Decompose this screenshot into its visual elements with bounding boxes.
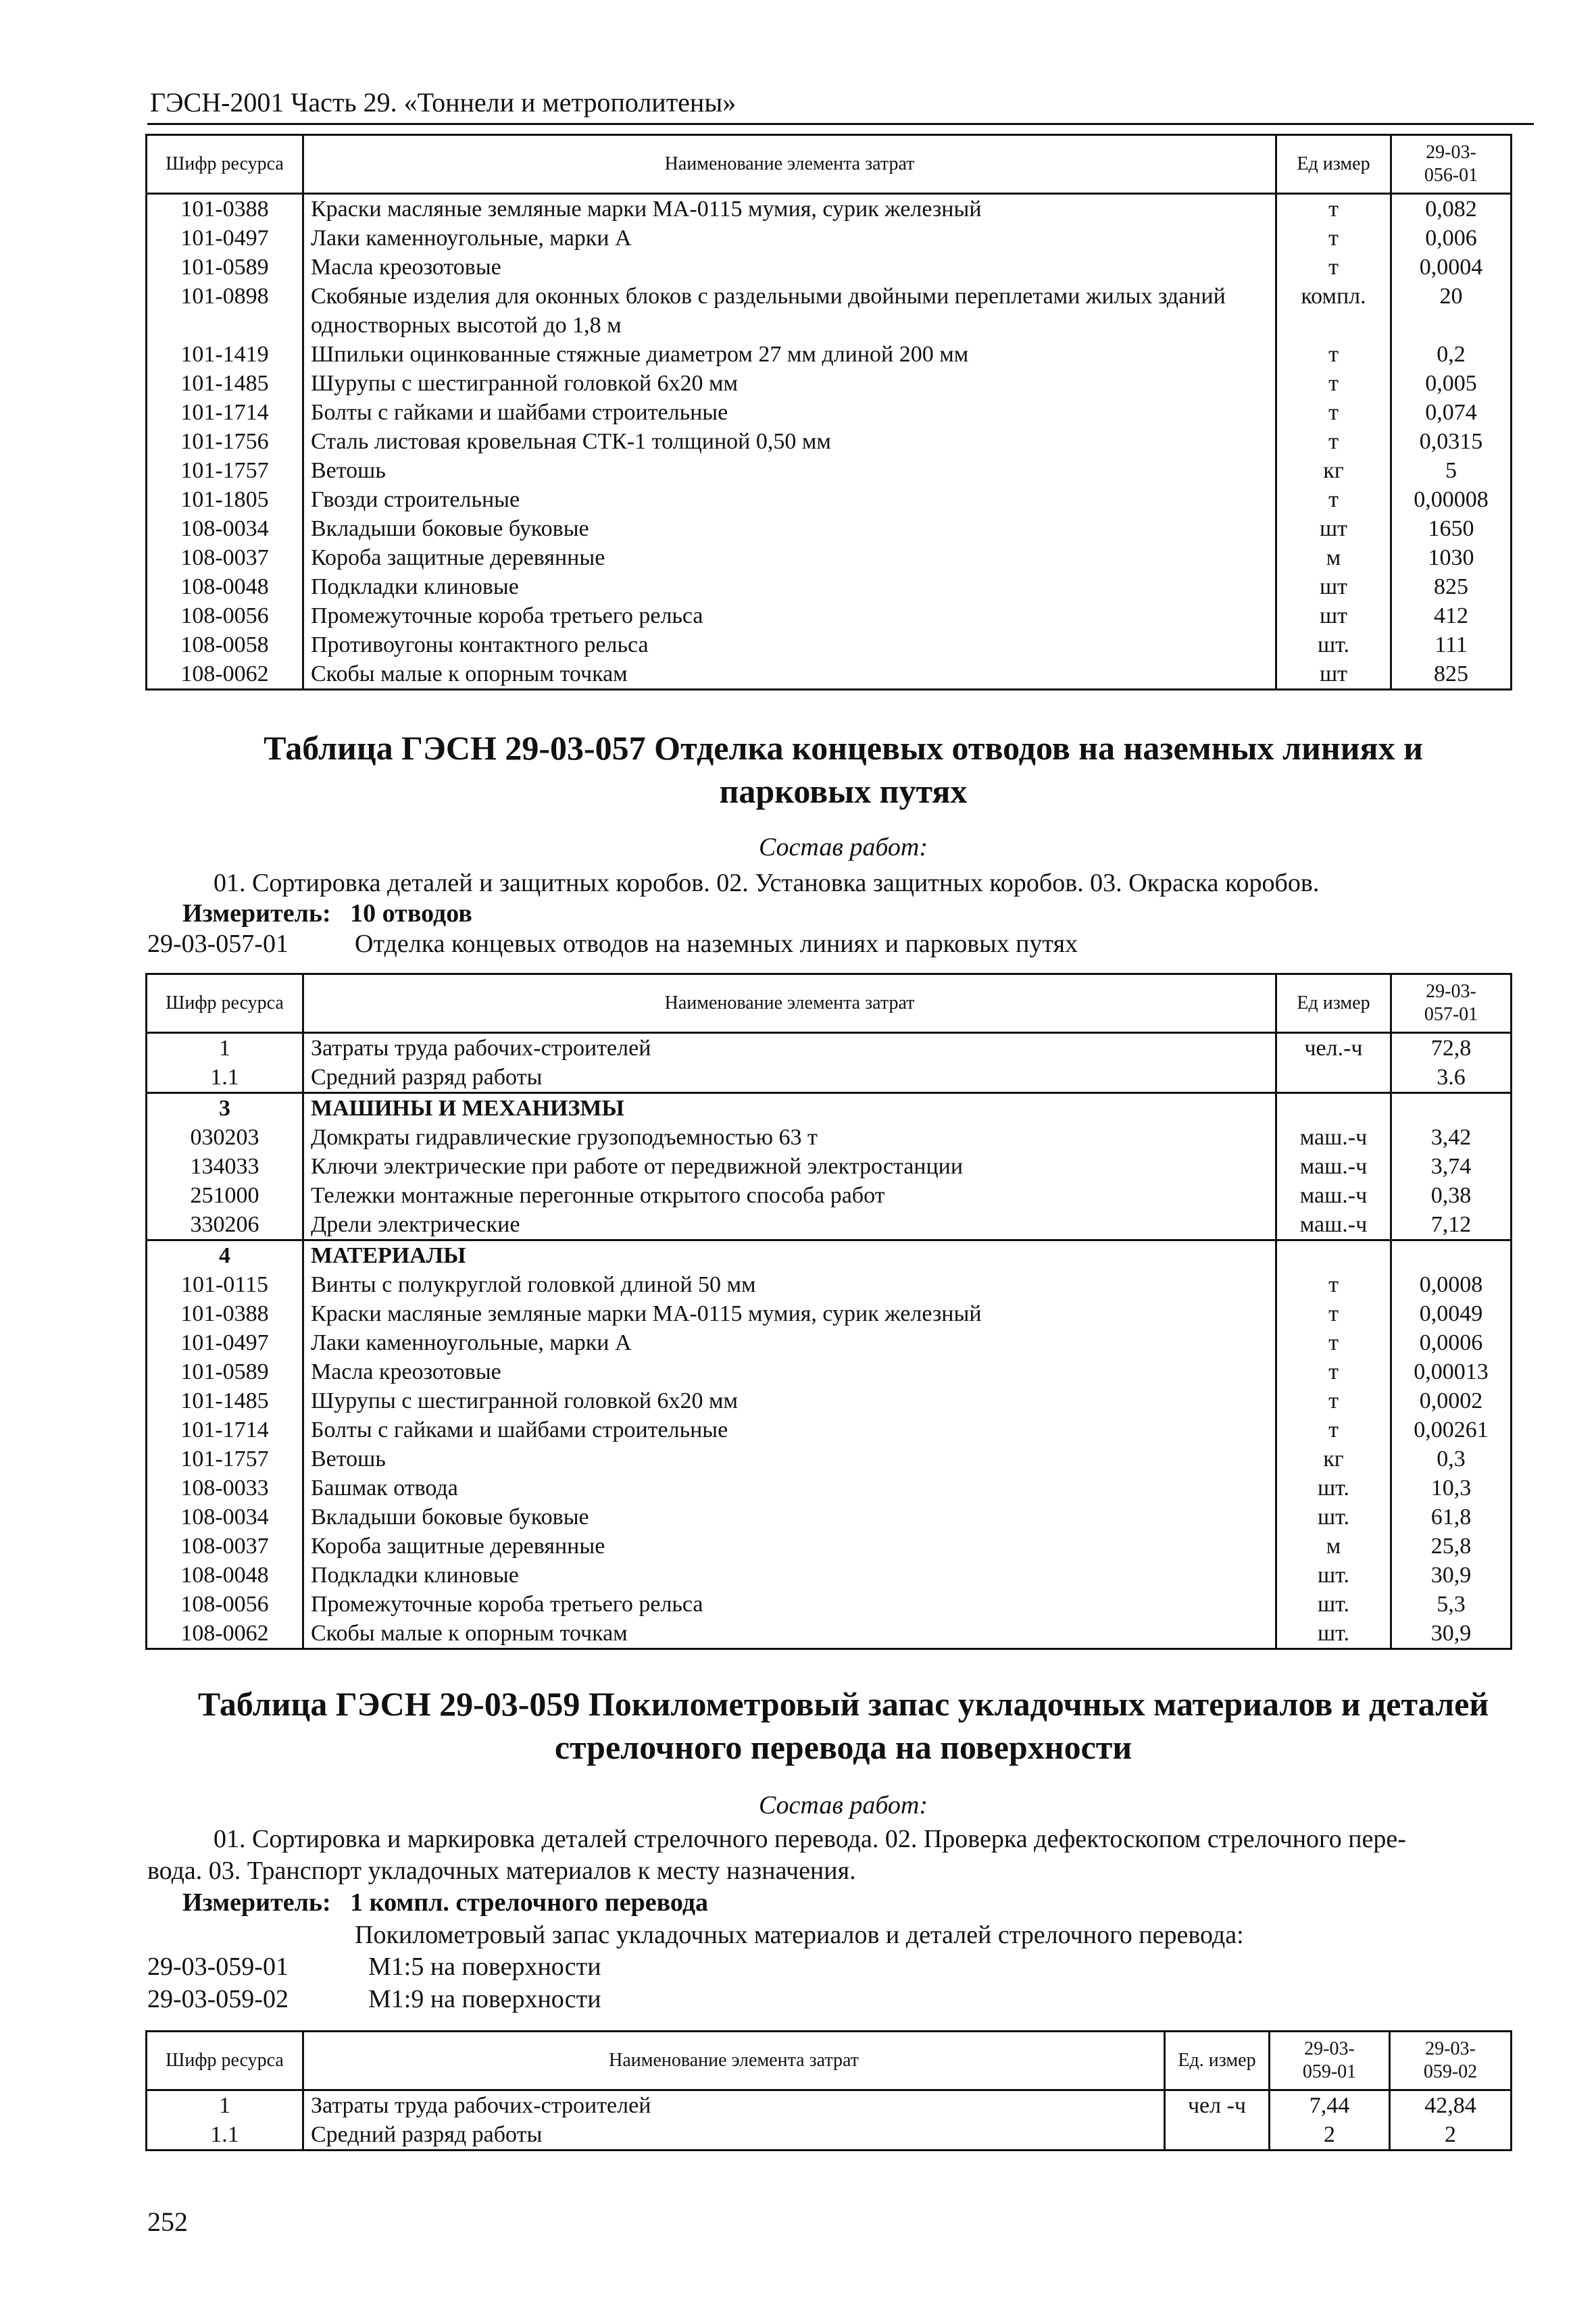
cell-unit: т: [1276, 427, 1391, 456]
cell-name: Лаки каменноугольные, марки А: [303, 1328, 1276, 1357]
resource-table-056: [145, 134, 1512, 690]
cell-value: 0,0006: [1391, 1328, 1512, 1357]
sostav-line1-059: 01. Сортировка и маркировка деталей стрелочного перевода. 02. Проверка дефектоскопом стрелочного пере-: [214, 1825, 1406, 1853]
cell-value: 825: [1391, 659, 1512, 690]
table-row: [147, 1561, 1512, 1590]
cell-code: 101-1757: [147, 1444, 303, 1474]
sostav-text-057: 01. Сортировка деталей и защитных коробов. 02. Установка защитных коробов. 03. Окраска коробов.: [214, 869, 1320, 897]
cell-name: Средний разряд работы: [303, 2120, 1165, 2150]
cell-unit: маш.-ч: [1276, 1123, 1391, 1152]
cell-code: 108-0037: [147, 543, 303, 572]
table-row: [147, 282, 1512, 340]
section-title-059: Таблица ГЭСН 29-03-059 Покилометровый запас укладочных материалов и деталей стрелочного перевода на поверхности: [197, 1685, 1489, 1766]
cell-name: МАШИНЫ И МЕХАНИЗМЫ: [303, 1093, 1276, 1124]
cell-name: Краски масляные земляные марки МА-0115 мумия, сурик железный: [303, 194, 1276, 224]
cell-code: 330206: [147, 1210, 303, 1240]
sostav-line2-059: вода. 03. Транспорт укладочных материалов к месту назначения.: [147, 1857, 856, 1885]
cell-value: 825: [1391, 572, 1512, 601]
table-row: [147, 1181, 1512, 1210]
cell-name: Шурупы с шестигранной головкой 6х20 мм: [303, 369, 1276, 398]
cell-name: Сталь листовая кровельная СТК-1 толщиной 0,50 мм: [303, 427, 1276, 456]
cell-code: 108-0062: [147, 1619, 303, 1649]
cell-unit: [1276, 1093, 1391, 1124]
intro-059: Покилометровый запас укладочных материалов и деталей стрелочного перевода:: [355, 1921, 1244, 1949]
table-row: [147, 2120, 1512, 2150]
cell-unit: [1276, 1240, 1391, 1271]
table-row: [147, 543, 1512, 572]
resource-table-057: [145, 973, 1512, 1650]
cell-value: 7,12: [1391, 1210, 1512, 1240]
cell-code: 101-0388: [147, 1299, 303, 1328]
header-cell: Шифр ресурса: [147, 135, 303, 194]
cell-unit: т: [1276, 194, 1391, 224]
cell-code: 4: [147, 1240, 303, 1271]
cell-name: Лаки каменноугольные, марки А: [303, 224, 1276, 253]
header-cell: Шифр ресурса: [147, 974, 303, 1033]
cell-value: 0,0049: [1391, 1299, 1512, 1328]
cell-unit: маш.-ч: [1276, 1181, 1391, 1210]
cell-unit: шт: [1276, 572, 1391, 601]
cell-unit: шт: [1276, 601, 1391, 630]
cell-code: 101-1419: [147, 340, 303, 369]
table-row: [147, 601, 1512, 630]
cell-unit: чел.-ч: [1276, 1033, 1391, 1063]
cell-value: 0,0004: [1391, 253, 1512, 282]
table-header-row: [147, 974, 1512, 1033]
cell-value: 0,00013: [1391, 1357, 1512, 1386]
cell-code: 1: [147, 1033, 303, 1063]
cell-code: 101-0115: [147, 1270, 303, 1299]
cell-unit: шт.: [1276, 1619, 1391, 1649]
cell-name: Шурупы с шестигранной головкой 6х20 мм: [303, 1386, 1276, 1415]
table-row: [147, 659, 1512, 690]
cell-value: 10,3: [1391, 1474, 1512, 1503]
cell-code: 101-0497: [147, 224, 303, 253]
table-row: [147, 1033, 1512, 1063]
cell-value: 30,9: [1391, 1619, 1512, 1649]
table-row: [147, 398, 1512, 427]
cell-name: Короба защитные деревянные: [303, 543, 1276, 572]
header-cell: Шифр ресурса: [147, 2032, 303, 2090]
table-row: [147, 1503, 1512, 1532]
cell-unit: т: [1276, 1328, 1391, 1357]
cell-name: МАТЕРИАЛЫ: [303, 1240, 1276, 1271]
sostav-label-059: Состав работ:: [758, 1791, 928, 1819]
cell-unit: т: [1276, 1270, 1391, 1299]
cell-name: Подкладки клиновые: [303, 1561, 1276, 1590]
cell-name: Дрели электрические: [303, 1210, 1276, 1240]
cell-unit: шт.: [1276, 1561, 1391, 1590]
table-row: [147, 1532, 1512, 1561]
cell-unit: м: [1276, 543, 1391, 572]
cell-value: 1030: [1391, 543, 1512, 572]
norm-name-059-01: М1:5 на поверхности: [368, 1953, 601, 1981]
cell-name: Шпильки оцинкованные стяжные диаметром 27 мм длиной 200 мм: [303, 340, 1276, 369]
cell-unit: кг: [1276, 456, 1391, 485]
cell-code: 108-0058: [147, 630, 303, 659]
table-row: [147, 194, 1512, 224]
resource-table-059: [145, 2030, 1512, 2151]
cell-code: 101-1714: [147, 398, 303, 427]
cell-name: Болты с гайками и шайбами строительные: [303, 1415, 1276, 1444]
cell-v2: 42,84: [1390, 2090, 1512, 2121]
running-header: ГЭСН-2001 Часть 29. «Тоннели и метрополитены»: [150, 87, 737, 118]
table-row: [147, 253, 1512, 282]
table-header-row: [147, 2032, 1512, 2090]
cell-code: 108-0033: [147, 1474, 303, 1503]
cell-code: 1: [147, 2090, 303, 2121]
table-header-row: [147, 135, 1512, 194]
header-cell: Ед измер: [1276, 135, 1391, 194]
cell-unit: т: [1276, 1357, 1391, 1386]
header-cell: Наименование элемента затрат: [303, 2032, 1165, 2090]
table-row: [147, 224, 1512, 253]
cell-value: 3.6: [1391, 1063, 1512, 1093]
cell-code: 101-1485: [147, 369, 303, 398]
cell-code: 030203: [147, 1123, 303, 1152]
table-row: [147, 1357, 1512, 1386]
cell-value: 0,074: [1391, 398, 1512, 427]
cell-unit: т: [1276, 1386, 1391, 1415]
table-row: [147, 1210, 1512, 1240]
cell-value: [1391, 1240, 1512, 1271]
cell-v1: 2: [1270, 2120, 1390, 2150]
cell-name: Винты с полукруглой головкой длиной 50 мм: [303, 1270, 1276, 1299]
cell-value: 30,9: [1391, 1561, 1512, 1590]
cell-code: 101-1805: [147, 485, 303, 514]
table-row: [147, 1590, 1512, 1619]
cell-unit: т: [1276, 1415, 1391, 1444]
cell-value: 1650: [1391, 514, 1512, 543]
cell-code: 101-1485: [147, 1386, 303, 1415]
cell-code: 101-0589: [147, 1357, 303, 1386]
cell-code: 108-0048: [147, 572, 303, 601]
cell-name: Подкладки клиновые: [303, 572, 1276, 601]
table-row: [147, 2090, 1512, 2121]
cell-name: Болты с гайками и шайбами строительные: [303, 398, 1276, 427]
table-row: [147, 514, 1512, 543]
cell-value: 5,3: [1391, 1590, 1512, 1619]
cell-value: 0,005: [1391, 369, 1512, 398]
cell-code: 108-0062: [147, 659, 303, 690]
table-row: [147, 427, 1512, 456]
cell-name: Короба защитные деревянные: [303, 1532, 1276, 1561]
table-row: [147, 1415, 1512, 1444]
cell-v2: 2: [1390, 2120, 1512, 2150]
norm-code-059-02: 29-03-059-02: [147, 1985, 289, 2013]
cell-value: 0,0315: [1391, 427, 1512, 456]
cell-code: 108-0034: [147, 514, 303, 543]
norm-name-057: Отделка концевых отводов на наземных линиях и парковых путях: [355, 930, 1078, 958]
cell-value: 0,0008: [1391, 1270, 1512, 1299]
cell-value: 3,42: [1391, 1123, 1512, 1152]
cell-name: Скобяные изделия для оконных блоков с раздельными двойными переплетами жилых зданий одностворных высотой до 1,8 м: [303, 282, 1276, 340]
table-row: [147, 485, 1512, 514]
cell-unit: т: [1276, 224, 1391, 253]
cell-unit: маш.-ч: [1276, 1210, 1391, 1240]
izmeritel-059: Измеритель: 1 компл. стрелочного перевода: [182, 1888, 709, 1917]
cell-name: Краски масляные земляные марки МА-0115 мумия, сурик железный: [303, 1299, 1276, 1328]
cell-unit: шт.: [1276, 630, 1391, 659]
cell-name: Скобы малые к опорным точкам: [303, 1619, 1276, 1649]
cell-value: 20: [1391, 282, 1512, 340]
cell-code: 101-0497: [147, 1328, 303, 1357]
cell-unit: маш.-ч: [1276, 1152, 1391, 1181]
cell-unit: т: [1276, 369, 1391, 398]
header-cell: 29-03- 059-01: [1270, 2032, 1390, 2090]
cell-name: Гвозди строительные: [303, 485, 1276, 514]
cell-code: 108-0034: [147, 1503, 303, 1532]
cell-name: Противоугоны контактного рельса: [303, 630, 1276, 659]
cell-value: 0,0002: [1391, 1386, 1512, 1415]
cell-name: Масла креозотовые: [303, 1357, 1276, 1386]
cell-value: 0,082: [1391, 194, 1512, 224]
cell-unit: компл.: [1276, 282, 1391, 340]
header-cell: Ед измер: [1276, 974, 1391, 1033]
cell-value: 0,00261: [1391, 1415, 1512, 1444]
header-cell: 29-03- 057-01: [1391, 974, 1512, 1033]
table-row: [147, 1619, 1512, 1649]
norm-code-059-01: 29-03-059-01: [147, 1953, 289, 1981]
cell-name: Башмак отвода: [303, 1474, 1276, 1503]
cell-name: Масла креозотовые: [303, 253, 1276, 282]
cell-unit: т: [1276, 1299, 1391, 1328]
cell-v1: 7,44: [1270, 2090, 1390, 2121]
cell-unit: т: [1276, 340, 1391, 369]
cell-code: 101-1757: [147, 456, 303, 485]
cell-name: Затраты труда рабочих-строителей: [303, 2090, 1165, 2121]
cell-unit: кг: [1276, 1444, 1391, 1474]
header-cell: Наименование элемента затрат: [303, 135, 1276, 194]
section-title-057: Таблица ГЭСН 29-03-057 Отделка концевых отводов на наземных линиях и парковых путях: [264, 729, 1423, 810]
cell-code: 1.1: [147, 1063, 303, 1093]
cell-code: 101-1756: [147, 427, 303, 456]
cell-value: 111: [1391, 630, 1512, 659]
cell-code: 108-0056: [147, 1590, 303, 1619]
cell-unit: шт.: [1276, 1503, 1391, 1532]
cell-value: 61,8: [1391, 1503, 1512, 1532]
cell-name: Промежуточные короба третьего рельса: [303, 601, 1276, 630]
cell-code: 101-0898: [147, 282, 303, 340]
cell-unit: шт.: [1276, 1474, 1391, 1503]
table-row: [147, 572, 1512, 601]
header-cell: 29-03- 056-01: [1391, 135, 1512, 194]
table-body: [147, 2090, 1512, 2150]
izmeritel-057: Измеритель: 10 отводов: [182, 899, 472, 928]
cell-name: Затраты труда рабочих-строителей: [303, 1033, 1276, 1063]
cell-code: 101-0388: [147, 194, 303, 224]
cell-unit: [1276, 1063, 1391, 1093]
cell-unit: т: [1276, 253, 1391, 282]
header-cell: Наименование элемента затрат: [303, 974, 1276, 1033]
cell-name: Средний разряд работы: [303, 1063, 1276, 1093]
cell-value: 412: [1391, 601, 1512, 630]
cell-unit: шт: [1276, 659, 1391, 690]
cell-value: 0,2: [1391, 340, 1512, 369]
cell-code: 108-0048: [147, 1561, 303, 1590]
table-row: [147, 340, 1512, 369]
header-cell: Ед. измер: [1165, 2032, 1270, 2090]
table-row: [147, 630, 1512, 659]
norm-code-057: 29-03-057-01: [147, 930, 289, 958]
cell-name: Промежуточные короба третьего рельса: [303, 1590, 1276, 1619]
table-row: [147, 1299, 1512, 1328]
cell-code: 3: [147, 1093, 303, 1124]
cell-unit: т: [1276, 485, 1391, 514]
cell-unit: шт.: [1276, 1590, 1391, 1619]
cell-name: Вкладыши боковые буковые: [303, 514, 1276, 543]
cell-value: 0,006: [1391, 224, 1512, 253]
table-row: [147, 1152, 1512, 1181]
cell-code: 108-0056: [147, 601, 303, 630]
cell-name: Ключи электрические при работе от передвижной электростанции: [303, 1152, 1276, 1181]
table-row: [147, 1474, 1512, 1503]
cell-value: 3,74: [1391, 1152, 1512, 1181]
table-row: [147, 456, 1512, 485]
cell-value: 0,00008: [1391, 485, 1512, 514]
cell-name: Скобы малые к опорным точкам: [303, 659, 1276, 690]
cell-value: 72,8: [1391, 1033, 1512, 1063]
sostav-label-057: Состав работ:: [758, 833, 928, 861]
cell-code: 108-0037: [147, 1532, 303, 1561]
cell-unit: [1165, 2120, 1270, 2150]
cell-value: 5: [1391, 456, 1512, 485]
table-row: [147, 1444, 1512, 1474]
cell-code: 101-0589: [147, 253, 303, 282]
cell-name: Вкладыши боковые буковые: [303, 1503, 1276, 1532]
cell-value: 0,38: [1391, 1181, 1512, 1210]
table-row: [147, 369, 1512, 398]
cell-value: [1391, 1093, 1512, 1124]
cell-name: Ветошь: [303, 456, 1276, 485]
cell-value: 25,8: [1391, 1532, 1512, 1561]
header-cell: 29-03- 059-02: [1390, 2032, 1512, 2090]
table-row: [147, 1063, 1512, 1093]
cell-value: 0,3: [1391, 1444, 1512, 1474]
cell-code: 1.1: [147, 2120, 303, 2150]
cell-unit: т: [1276, 398, 1391, 427]
cell-unit: шт: [1276, 514, 1391, 543]
cell-name: Тележки монтажные перегонные открытого способа работ: [303, 1181, 1276, 1210]
table-body: [147, 1033, 1512, 1649]
header-rule: [147, 123, 1534, 125]
table-row: [147, 1270, 1512, 1299]
cell-unit: м: [1276, 1532, 1391, 1561]
table-row: [147, 1386, 1512, 1415]
table-body: [147, 194, 1512, 690]
cell-name: Домкраты гидравлические грузоподъемностью 63 т: [303, 1123, 1276, 1152]
cell-name: Ветошь: [303, 1444, 1276, 1474]
table-row: [147, 1123, 1512, 1152]
cell-code: 251000: [147, 1181, 303, 1210]
table-row: [147, 1328, 1512, 1357]
table-row: [147, 1240, 1512, 1271]
page-number: 252: [147, 2207, 188, 2237]
cell-code: 101-1714: [147, 1415, 303, 1444]
cell-code: 134033: [147, 1152, 303, 1181]
cell-unit: чел -ч: [1165, 2090, 1270, 2121]
norm-name-059-02: М1:9 на поверхности: [368, 1985, 601, 2013]
table-row: [147, 1093, 1512, 1124]
